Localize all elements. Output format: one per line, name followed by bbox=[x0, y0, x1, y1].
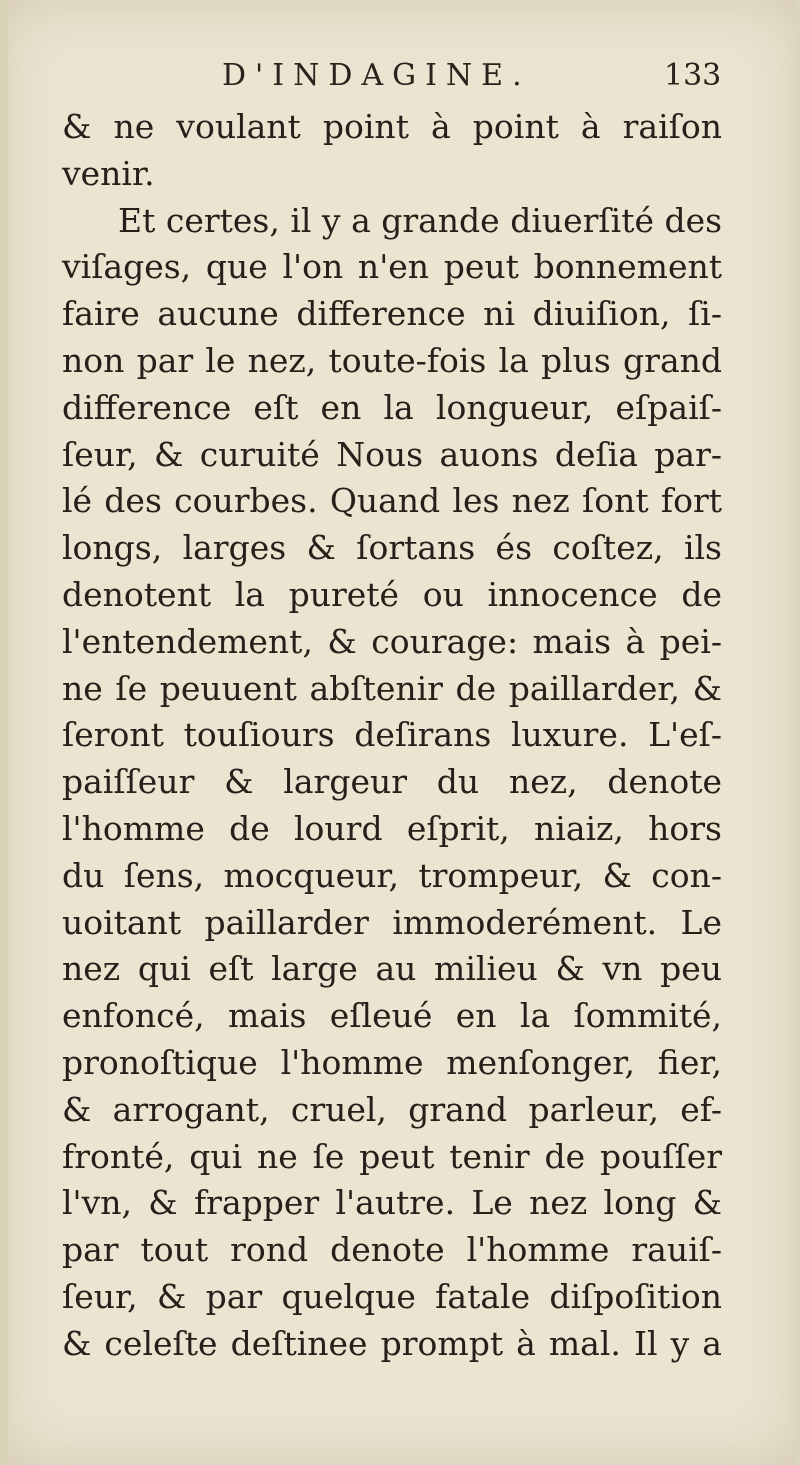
text-line: Et certes, il y a grande diuerſité des bbox=[118, 200, 723, 240]
page-number: 133 bbox=[664, 58, 722, 93]
text-line: venir. bbox=[62, 153, 155, 193]
text-line: du ſens, mocqueur, trompeur, & con- bbox=[62, 855, 722, 895]
page-edge-right bbox=[796, 0, 800, 1465]
text-line: enfoncé, mais eſleué en la ſommité, bbox=[62, 996, 722, 1036]
text-line: paiſſeur & largeur du nez, denote bbox=[62, 762, 722, 802]
text-line: l'vn, & frapper l'autre. Le nez long & bbox=[62, 1183, 722, 1223]
text-line: ſeur, & par quelque fatale diſpoſition bbox=[62, 1276, 722, 1316]
text-line: fronté, qui ne ſe peut tenir de pouſſer bbox=[62, 1136, 722, 1176]
text-line: difference eſt en la longueur, eſpaiſ- bbox=[62, 387, 722, 427]
text-line: denotent la pureté ou innocence de bbox=[62, 574, 722, 614]
text-line: lé des courbes. Quand les nez ſont fort bbox=[62, 481, 722, 521]
running-head: D'INDAGINE. bbox=[222, 58, 531, 93]
text-line: ſeur, & curuité Nous auons deſia par- bbox=[62, 434, 722, 474]
text-line: pronoſtique l'homme menſonger, fier, bbox=[62, 1042, 722, 1082]
text-block bbox=[62, 104, 722, 1368]
text-line: nez qui eſt large au milieu & vn peu bbox=[62, 949, 722, 989]
text-line: l'homme de lourd eſprit, niaiz, hors bbox=[62, 808, 722, 848]
text-line: ſeront touſiours deſirans luxure. L'eſ- bbox=[62, 715, 722, 755]
text-line: faire aucune difference ni diuiſion, ſi- bbox=[62, 294, 722, 334]
text-line: uoitant paillarder immoderément. Le bbox=[62, 902, 722, 942]
text-line: non par le nez, toute-fois la plus grand bbox=[62, 340, 722, 380]
text-line: viſages, que l'on n'en peut bonnement bbox=[62, 247, 722, 287]
text-line: l'entendement, & courage: mais à pei- bbox=[62, 621, 722, 661]
text-line: & ne voulant point à point à raiſon bbox=[62, 107, 722, 146]
text-line: longs, larges & ſortans és coſtez, ils bbox=[62, 528, 722, 568]
text-line: par tout rond denote l'homme rauiſ- bbox=[62, 1230, 722, 1270]
page-header bbox=[0, 58, 800, 102]
text-line: ne ſe peuuent abſtenir de paillarder, & bbox=[62, 668, 722, 708]
text-line: & arrogant, cruel, grand parleur, ef- bbox=[62, 1089, 722, 1129]
page-edge-left bbox=[0, 0, 8, 1465]
text-line: & celeſte deſtinee prompt à mal. Il y a bbox=[62, 1323, 722, 1363]
